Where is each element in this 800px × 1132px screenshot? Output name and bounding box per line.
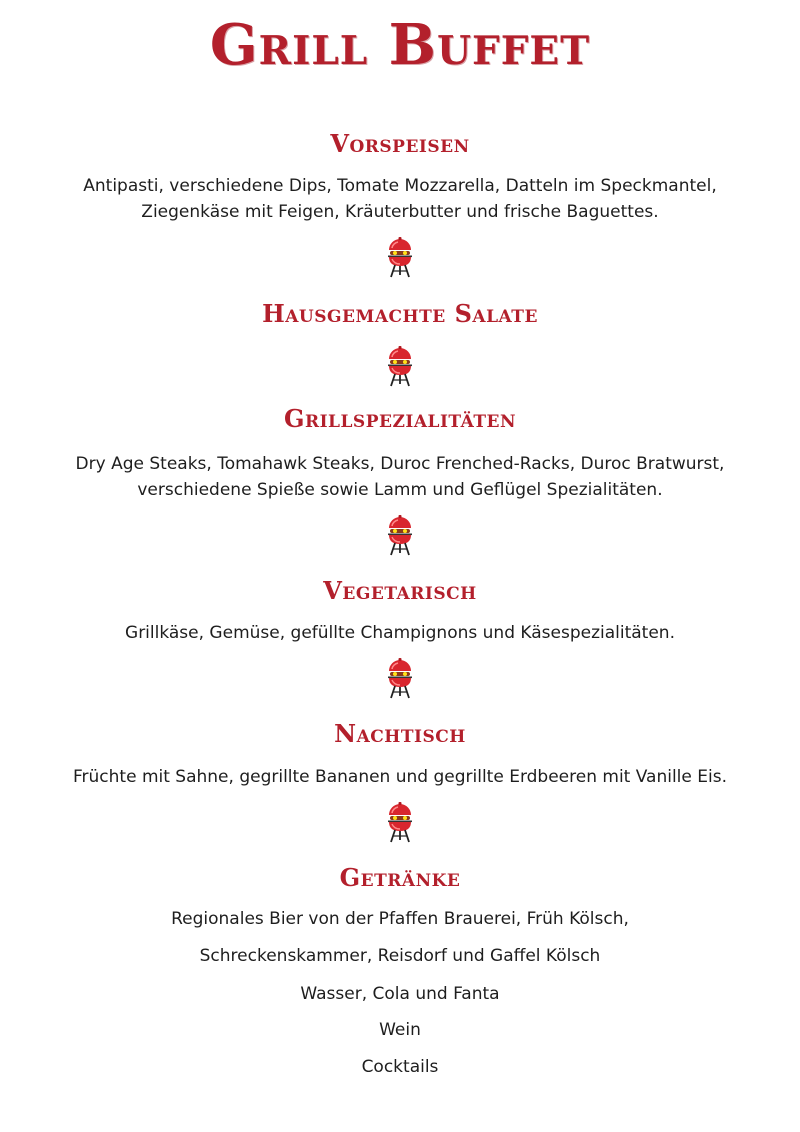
section-text-line: verschiedene Spieße sowie Lamm und Geflügel Spezialitäten. [137,480,663,500]
section-heading-grillspezialitaeten: Grillspezialitäten [283,404,517,433]
section-text-line: Antipasti, verschiedene Dips, Tomate Mozzarella, Datteln im Speckmantel, [83,176,717,196]
page-title: Grill Buffet [209,12,591,78]
bbq-grill-icon [386,345,414,387]
section-heading-vorspeisen: Vorspeisen [330,129,470,158]
section-text-line: Wasser, Cola und Fanta [300,984,500,1004]
section-text-line: Grillkäse, Gemüse, gefüllte Champignons und Käsespezialitäten. [125,623,675,643]
bbq-grill-icon [386,236,414,278]
section-heading-hausgemachte-salate: Hausgemachte Salate [262,299,538,328]
bbq-grill-icon [386,657,414,699]
section-text-line: Ziegenkäse mit Feigen, Kräuterbutter und frische Baguettes. [141,202,659,222]
section-text-line: Früchte mit Sahne, gegrillte Bananen und gegrillte Erdbeeren mit Vanille Eis. [72,767,727,787]
section-heading-vegetarisch: Vegetarisch [323,576,477,605]
section-text-line: Cocktails [361,1057,439,1077]
section-heading-getraenke: Getränke [339,863,461,892]
section-text-line: Dry Age Steaks, Tomahawk Steaks, Duroc Frenched-Racks, Duroc Bratwurst, [75,454,725,474]
bbq-grill-icon [386,801,414,843]
section-text-line: Regionales Bier von der Pfaffen Brauerei, Früh Kölsch, [171,909,629,929]
bbq-grill-icon [386,514,414,556]
section-heading-nachtisch: Nachtisch [334,719,466,748]
section-text-line: Wein [379,1020,421,1040]
section-text-line: Schreckenskammer, Reisdorf und Gaffel Kölsch [199,946,601,966]
